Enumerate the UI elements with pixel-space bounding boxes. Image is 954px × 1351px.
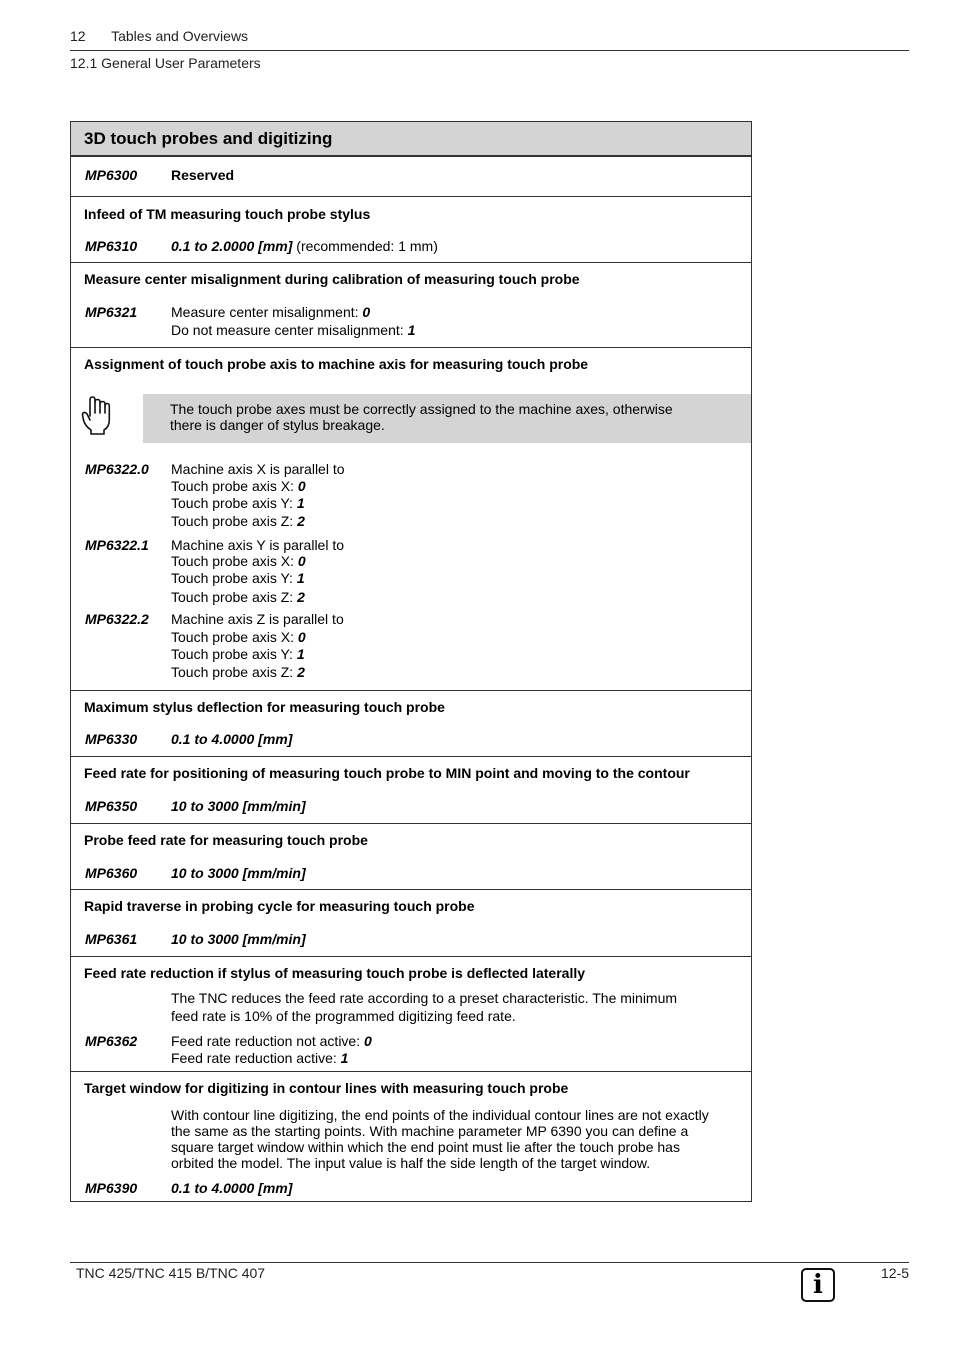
param-mp6390: MP6390: [85, 1180, 138, 1196]
axis-label: Touch probe axis Z:: [171, 664, 298, 680]
mp6321-option-1: [171, 304, 370, 320]
mp6361-value: 10 to 3000 [mm/min]: [171, 931, 306, 947]
mp6360-value: 10 to 3000 [mm/min]: [171, 865, 306, 881]
mp6350-heading: Feed rate for positioning of measuring touch probe to MIN point and moving to the contour: [84, 765, 690, 781]
mp6390-description-1: With contour line digitizing, the end points of the individual contour lines are not exactly: [171, 1107, 709, 1123]
axis-value: 2: [297, 589, 305, 605]
param-mp6361: MP6361: [85, 931, 138, 947]
mp6322-heading: Assignment of touch probe axis to machine axis for measuring touch probe: [84, 356, 589, 372]
row-divider: [71, 956, 751, 957]
row-divider: [71, 347, 751, 348]
mp6310-range: 0.1 to 2.0000 [mm]: [171, 238, 293, 254]
option-label: Feed rate reduction not active:: [171, 1033, 364, 1049]
mp6362-option-1: [171, 1033, 372, 1049]
axis-label: Touch probe axis Z:: [171, 589, 298, 605]
option-label: Do not measure center misalignment:: [171, 322, 408, 338]
running-header-chapter: [70, 28, 248, 44]
mp6321-option-2: [171, 322, 415, 338]
option-label: Feed rate reduction active:: [171, 1050, 341, 1066]
footer-model: TNC 425/TNC 415 B/TNC 407: [76, 1265, 266, 1281]
header-rule: [70, 50, 909, 51]
mp6322-1-axis-z: [171, 589, 305, 605]
table-title: 3D touch probes and digitizing: [71, 122, 751, 157]
axis-value: 1: [296, 646, 305, 662]
param-mp6330: MP6330: [85, 731, 138, 747]
axis-label: Touch probe axis Z:: [171, 513, 298, 529]
row-divider: [71, 196, 751, 197]
mp6310-heading: Infeed of TM measuring touch probe stylus: [84, 206, 371, 222]
mp6322-2-intro: Machine axis Z is parallel to: [171, 611, 344, 627]
mp6322-0-axis-x: [171, 478, 306, 494]
option-label: Measure center misalignment:: [171, 304, 363, 320]
chapter-number: 12: [70, 28, 86, 44]
axis-label: Touch probe axis X:: [171, 629, 298, 645]
axis-value: 2: [297, 513, 305, 529]
mp6390-description-4: orbited the model. The input value is half the side length of the target window.: [171, 1155, 651, 1171]
axis-value: 0: [297, 629, 306, 645]
mp6321-heading: Measure center misalignment during calibration of measuring touch probe: [84, 271, 580, 287]
mp6322-1-axis-y: [171, 570, 305, 586]
mp6330-value: 0.1 to 4.0000 [mm]: [171, 731, 293, 747]
mp6362-option-2: [171, 1050, 348, 1066]
mp6350-value: 10 to 3000 [mm/min]: [171, 798, 306, 814]
axis-value: 2: [297, 664, 305, 680]
axis-label: Touch probe axis Y:: [171, 646, 297, 662]
mp6390-description-3: square target window within which the end point must lie after the touch probe has: [171, 1139, 680, 1155]
axis-label: Touch probe axis Y:: [171, 570, 297, 586]
row-divider: [71, 823, 751, 824]
page-number: 12-5: [881, 1265, 910, 1281]
mp6310-value-line: [171, 238, 438, 254]
mp6362-heading: Feed rate reduction if stylus of measuring touch probe is deflected laterally: [84, 965, 586, 981]
running-header-section: 12.1 General User Parameters: [70, 55, 261, 71]
axis-value: 1: [296, 570, 305, 586]
axis-label: Touch probe axis X:: [171, 478, 298, 494]
info-icon: i: [801, 1268, 835, 1302]
axis-value: 1: [296, 495, 305, 511]
mp6322-2-axis-x: [171, 629, 306, 645]
axis-value: 0: [297, 553, 306, 569]
mp6322-2-axis-y: [171, 646, 305, 662]
parameter-table: [70, 121, 752, 1202]
param-mp6360: MP6360: [85, 865, 138, 881]
param-mp6300: MP6300: [85, 167, 138, 183]
param-mp6321: MP6321: [85, 304, 138, 320]
mp6362-description-1: The TNC reduces the feed rate according to a preset characteristic. The minimum: [171, 990, 678, 1006]
mp6360-heading: Probe feed rate for measuring touch probe: [84, 832, 368, 848]
mp6310-recommendation: (recommended: 1 mm): [296, 238, 438, 254]
option-value: 0: [362, 304, 371, 320]
param-mp6322-1: MP6322.1: [85, 537, 149, 553]
row-divider: [71, 690, 751, 691]
row-divider: [71, 889, 751, 890]
mp6322-1-intro: Machine axis Y is parallel to: [171, 537, 345, 553]
mp6322-0-intro: Machine axis X is parallel to: [171, 461, 345, 477]
param-mp6322-2: MP6322.2: [85, 611, 149, 627]
axis-label: Touch probe axis X:: [171, 553, 298, 569]
row-divider: [71, 756, 751, 757]
option-value: 1: [340, 1050, 349, 1066]
row-divider: [71, 262, 751, 263]
param-mp6362: MP6362: [85, 1033, 138, 1049]
mp6390-description-2: the same as the starting points. With machine parameter MP 6390 you can define a: [171, 1123, 689, 1139]
mp6330-heading: Maximum stylus deflection for measuring touch probe: [84, 699, 445, 715]
axis-label: Touch probe axis Y:: [171, 495, 297, 511]
param-mp6350: MP6350: [85, 798, 138, 814]
mp6390-heading: Target window for digitizing in contour lines with measuring touch probe: [84, 1080, 569, 1096]
mp6362-description-2: feed rate is 10% of the programmed digitizing feed rate.: [171, 1008, 516, 1024]
mp6300-value: Reserved: [171, 167, 235, 183]
warning-note: [143, 394, 751, 443]
axis-value: 0: [297, 478, 306, 494]
option-value: 0: [364, 1033, 372, 1049]
mp6322-0-axis-y: [171, 495, 305, 511]
pointing-hand-icon: [81, 394, 111, 436]
mp6390-value: 0.1 to 4.0000 [mm]: [171, 1180, 293, 1196]
option-value: 1: [407, 322, 416, 338]
param-mp6322-0: MP6322.0: [85, 461, 149, 477]
mp6322-1-axis-x: [171, 553, 306, 569]
param-mp6310: MP6310: [85, 238, 138, 254]
mp6322-0-axis-z: [171, 513, 305, 529]
footer-rule: [70, 1262, 909, 1263]
row-divider: [71, 1071, 751, 1072]
chapter-title: Tables and Overviews: [111, 28, 249, 44]
mp6322-2-axis-z: [171, 664, 305, 680]
warning-note-line-1: The touch probe axes must be correctly assigned to the machine axes, otherwise: [170, 401, 673, 417]
mp6361-heading: Rapid traverse in probing cycle for measuring touch probe: [84, 898, 475, 914]
warning-note-line-2: there is danger of stylus breakage.: [170, 417, 385, 433]
